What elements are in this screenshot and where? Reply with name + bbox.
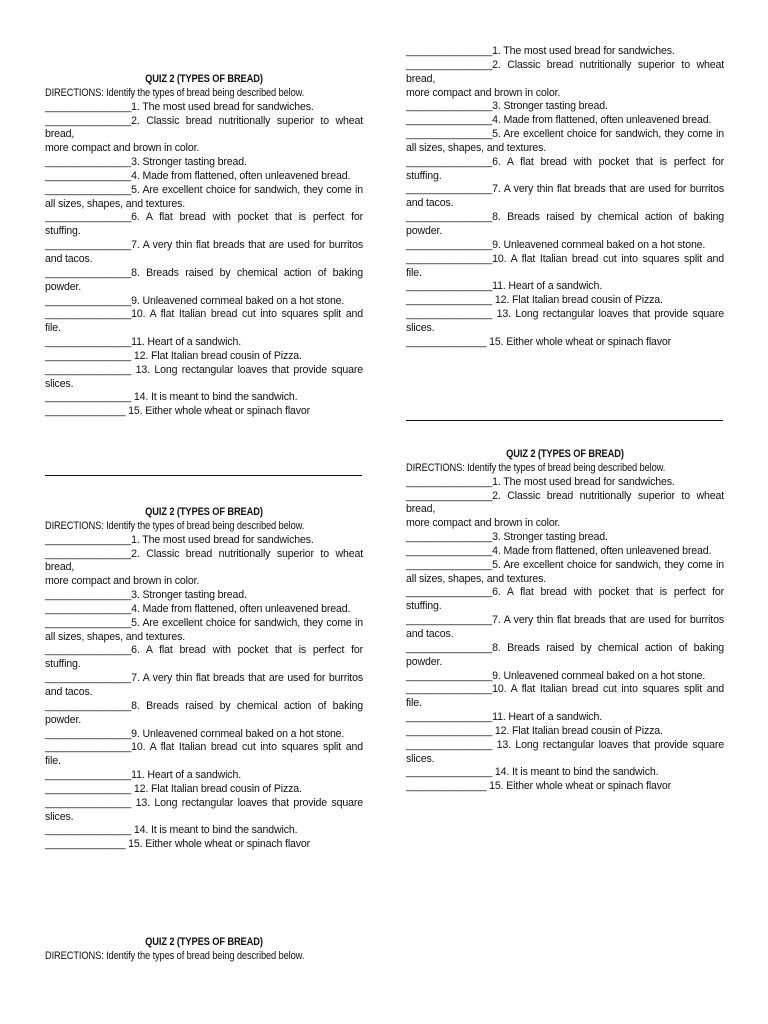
question-item — [45, 769, 363, 783]
question-text: 1. The most used bread for sandwiches. — [131, 533, 314, 546]
question-text: 8. Breads raised by chemical action of baking powder. — [45, 266, 363, 293]
question-text: 13. Long rectangular loaves that provide square slices. — [406, 738, 724, 765]
answer-blank[interactable]: _______________ — [45, 211, 132, 224]
question-item — [45, 295, 363, 309]
question-item — [406, 114, 724, 128]
question-item — [406, 586, 724, 614]
question-item — [406, 545, 724, 559]
question-item — [45, 239, 363, 267]
question-text: 7. A very thin flat breads that are used for burritos and tacos. — [406, 183, 724, 210]
question-text: 9. Unleavened cornmeal baked on a hot stone. — [131, 294, 345, 307]
question-item — [45, 700, 363, 728]
divider-line — [406, 420, 723, 421]
question-text: 15. Either whole wheat or spinach flavor — [125, 405, 311, 418]
answer-blank[interactable]: _______________ — [406, 308, 493, 321]
answer-blank[interactable]: _______________ — [406, 475, 493, 488]
question-item — [406, 183, 724, 211]
quiz-block-middle-right — [406, 448, 724, 794]
question-item — [406, 670, 724, 684]
question-item — [406, 711, 724, 725]
answer-blank[interactable]: _______________ — [45, 796, 132, 809]
question-item — [406, 517, 724, 531]
answer-blank[interactable]: _______________ — [406, 238, 493, 251]
answer-blank[interactable]: _______________ — [406, 558, 493, 571]
question-text: 11. Heart of a sandwich. — [131, 336, 241, 349]
answer-blank[interactable]: _______________ — [45, 169, 132, 182]
question-text: 12. Flat Italian bread cousin of Pizza. — [131, 782, 302, 795]
question-item — [45, 617, 363, 645]
question-list — [45, 534, 363, 852]
answer-blank[interactable]: _______________ — [406, 531, 493, 544]
answer-blank[interactable]: _______________ — [45, 308, 132, 321]
answer-blank[interactable]: _______________ — [45, 156, 132, 169]
quiz-block-top-left — [45, 73, 363, 419]
question-text: 14. It is meant to bind the sandwich. — [131, 391, 298, 404]
answer-blank[interactable]: _______________ — [406, 544, 493, 557]
question-item — [406, 128, 724, 156]
question-text: 8. Breads raised by chemical action of baking powder. — [406, 641, 724, 668]
question-item — [45, 184, 363, 212]
question-text: 10. A flat Italian bread cut into squares split and file. — [45, 741, 363, 768]
question-list — [406, 45, 724, 350]
question-text: 7. A very thin flat breads that are used for burritos and tacos. — [406, 614, 724, 640]
question-item — [406, 766, 724, 780]
answer-blank[interactable]: _______________ — [45, 349, 132, 362]
question-item — [45, 364, 363, 392]
answer-blank[interactable]: _______________ — [45, 824, 132, 837]
question-text: 1. The most used bread for sandwiches. — [492, 45, 675, 57]
question-item — [45, 391, 363, 405]
question-list — [406, 476, 724, 794]
question-item — [406, 683, 724, 711]
answer-blank[interactable]: _______________ — [45, 644, 132, 657]
question-text: 4. Made from flattened, often unleavened bread. — [131, 602, 351, 615]
question-text: 1. The most used bread for sandwiches. — [131, 100, 314, 113]
answer-blank[interactable]: _______________ — [406, 489, 493, 502]
question-item — [406, 45, 724, 59]
answer-blank[interactable]: _______________ — [45, 547, 132, 560]
answer-blank[interactable]: _______________ — [406, 738, 493, 751]
question-item — [406, 239, 724, 253]
answer-blank[interactable]: _______________ — [406, 294, 493, 307]
question-item — [406, 280, 724, 294]
answer-blank[interactable]: _______________ — [45, 336, 132, 349]
answer-blank[interactable]: _______________ — [45, 183, 132, 196]
question-text: 5. Are excellent choice for sandwich, they come in all sizes, shapes, and textures. — [406, 558, 724, 585]
question-text: 3. Stronger tasting bread. — [131, 156, 247, 169]
quiz-title: QUIZ 2 (TYPES OF BREAD) — [145, 73, 263, 85]
question-item — [45, 350, 363, 364]
question-item — [406, 294, 724, 308]
question-text: 6. A flat bread with pocket that is perfect for stuffing. — [45, 211, 363, 238]
question-text: 15. Either whole wheat or spinach flavor — [125, 838, 311, 851]
answer-blank[interactable]: _______________ — [45, 589, 132, 602]
question-text: 9. Unleavened cornmeal baked on a hot stone. — [131, 727, 345, 740]
answer-blank[interactable]: _______________ — [45, 100, 132, 113]
question-text: 2. Classic bread nutritionally superior to wheat bread, — [45, 547, 363, 574]
question-item — [45, 672, 363, 700]
question-text: 15. Either whole wheat or spinach flavor — [486, 780, 672, 793]
question-text: 2. Classic bread nutritionally superior to wheat bread, — [406, 489, 724, 516]
question-text: 14. It is meant to bind the sandwich. — [131, 824, 298, 837]
question-text: 11. Heart of a sandwich. — [131, 769, 241, 782]
answer-blank[interactable]: _______________ — [45, 239, 132, 252]
question-item — [406, 308, 724, 336]
answer-blank[interactable]: _______________ — [45, 363, 132, 376]
question-item — [45, 644, 363, 672]
question-text: 1. The most used bread for sandwiches. — [492, 475, 675, 488]
answer-blank[interactable]: _______________ — [406, 155, 493, 168]
divider-line — [45, 475, 362, 476]
answer-blank[interactable]: _______________ — [45, 699, 132, 712]
quiz-directions: DIRECTIONS: Identify the types of bread being described below. — [45, 519, 305, 532]
question-text: 8. Breads raised by chemical action of baking powder. — [406, 211, 724, 237]
quiz-title: QUIZ 2 (TYPES OF BREAD) — [145, 936, 263, 948]
answer-blank[interactable]: _______________ — [45, 533, 132, 546]
question-text: 4. Made from flattened, often unleavened bread. — [492, 114, 712, 127]
answer-blank[interactable]: _______________ — [406, 183, 493, 196]
question-text: 14. It is meant to bind the sandwich. — [492, 766, 659, 779]
answer-blank[interactable]: _______________ — [406, 766, 493, 779]
answer-blank[interactable]: _______________ — [406, 211, 493, 224]
answer-blank[interactable]: _______________ — [406, 58, 493, 71]
question-text: 2. Classic bread nutritionally superior to wheat bread, — [45, 114, 363, 141]
answer-blank[interactable]: _______________ — [45, 602, 132, 615]
answer-blank[interactable]: _______________ — [406, 100, 493, 113]
question-text: 13. Long rectangular loaves that provide square slices. — [45, 796, 363, 823]
question-text: 12. Flat Italian bread cousin of Pizza. — [492, 294, 663, 307]
question-item — [406, 336, 724, 350]
question-item — [406, 559, 724, 587]
question-text: 5. Are excellent choice for sandwich, they come in all sizes, shapes, and textures. — [45, 183, 363, 210]
question-item — [406, 642, 724, 670]
question-text: 12. Flat Italian bread cousin of Pizza. — [131, 349, 302, 362]
answer-blank[interactable]: ______________ — [406, 335, 487, 348]
answer-blank[interactable]: _______________ — [45, 769, 132, 782]
question-text: 5. Are excellent choice for sandwich, they come in all sizes, shapes, and textures. — [406, 128, 724, 154]
question-item — [406, 780, 724, 794]
answer-blank[interactable]: ______________ — [406, 780, 487, 793]
answer-blank[interactable]: _______________ — [45, 616, 132, 629]
answer-blank[interactable]: _______________ — [406, 586, 493, 599]
answer-blank[interactable]: _______________ — [45, 741, 132, 754]
question-item — [406, 87, 724, 101]
question-text: 9. Unleavened cornmeal baked on a hot stone. — [492, 669, 706, 682]
quiz-title: QUIZ 2 (TYPES OF BREAD) — [145, 506, 263, 518]
question-item — [45, 211, 363, 239]
question-text: 5. Are excellent choice for sandwich, they come in all sizes, shapes, and textures. — [45, 616, 363, 643]
answer-blank[interactable]: _______________ — [406, 724, 493, 737]
question-item — [45, 783, 363, 797]
question-item — [406, 531, 724, 545]
question-item — [45, 534, 363, 548]
question-item — [45, 115, 363, 143]
question-item — [45, 170, 363, 184]
answer-blank[interactable]: _______________ — [45, 727, 132, 740]
question-item — [45, 308, 363, 336]
quiz-directions: DIRECTIONS: Identify the types of bread being described below. — [45, 949, 305, 962]
question-item — [45, 156, 363, 170]
question-item — [406, 253, 724, 281]
answer-blank[interactable]: ______________ — [45, 838, 126, 851]
question-text: 3. Stronger tasting bread. — [492, 531, 608, 544]
answer-blank[interactable]: _______________ — [406, 669, 493, 682]
answer-blank[interactable]: _______________ — [45, 391, 132, 404]
question-text: 7. A very thin flat breads that are used for burritos and tacos. — [45, 239, 363, 265]
question-item — [45, 728, 363, 742]
question-item — [406, 156, 724, 184]
answer-blank[interactable]: ______________ — [45, 405, 126, 418]
question-item — [406, 614, 724, 642]
answer-blank[interactable]: _______________ — [406, 45, 493, 57]
question-text: 6. A flat bread with pocket that is perfect for stuffing. — [45, 644, 363, 671]
question-item — [45, 548, 363, 576]
question-item — [45, 267, 363, 295]
answer-blank[interactable]: _______________ — [45, 672, 132, 685]
quiz-block-middle-left — [45, 506, 363, 852]
question-text: 10. A flat Italian bread cut into squares split and file. — [406, 252, 724, 279]
question-item — [406, 59, 724, 87]
answer-blank[interactable]: _______________ — [406, 711, 493, 724]
question-text: 12. Flat Italian bread cousin of Pizza. — [492, 724, 663, 737]
question-item — [45, 824, 363, 838]
question-text: more compact and brown in color. — [406, 86, 561, 99]
question-text: 4. Made from flattened, often unleavened bread. — [131, 169, 351, 182]
question-text: 9. Unleavened cornmeal baked on a hot stone. — [492, 238, 706, 251]
question-item — [406, 211, 724, 239]
question-text: 3. Stronger tasting bread. — [131, 589, 247, 602]
question-text: 6. A flat bread with pocket that is perfect for stuffing. — [406, 586, 724, 613]
answer-blank[interactable]: _______________ — [45, 266, 132, 279]
question-text: 8. Breads raised by chemical action of baking powder. — [45, 699, 363, 726]
question-text: 4. Made from flattened, often unleavened bread. — [492, 544, 712, 557]
quiz-directions: DIRECTIONS: Identify the types of bread being described below. — [406, 461, 666, 474]
question-text: 13. Long rectangular loaves that provide square slices. — [45, 363, 363, 390]
answer-blank[interactable]: _______________ — [45, 294, 132, 307]
question-item — [45, 575, 363, 589]
question-text: 10. A flat Italian bread cut into squares split and file. — [45, 308, 363, 335]
answer-blank[interactable]: _______________ — [406, 280, 493, 293]
question-item — [406, 476, 724, 490]
question-item — [45, 336, 363, 350]
question-item — [406, 490, 724, 518]
quiz-title: QUIZ 2 (TYPES OF BREAD) — [506, 448, 624, 460]
question-list — [45, 101, 363, 419]
question-item — [406, 739, 724, 767]
question-item — [45, 405, 363, 419]
question-item — [45, 142, 363, 156]
question-text: 10. A flat Italian bread cut into squares split and file. — [406, 683, 724, 710]
answer-blank[interactable]: _______________ — [406, 683, 493, 696]
question-item — [406, 725, 724, 739]
question-text: more compact and brown in color. — [45, 575, 200, 588]
answer-blank[interactable]: _______________ — [406, 128, 493, 141]
question-item — [45, 589, 363, 603]
answer-blank[interactable]: _______________ — [406, 114, 493, 127]
question-text: 3. Stronger tasting bread. — [492, 100, 608, 113]
question-text: 2. Classic bread nutritionally superior to wheat bread, — [406, 58, 724, 85]
quiz-block-top-right — [406, 45, 724, 350]
question-item — [45, 838, 363, 852]
question-item — [45, 741, 363, 769]
quiz-directions: DIRECTIONS: Identify the types of bread being described below. — [45, 86, 305, 99]
question-text: 11. Heart of a sandwich. — [492, 280, 602, 293]
question-text: 6. A flat bread with pocket that is perfect for stuffing. — [406, 155, 724, 182]
question-item — [406, 100, 724, 114]
question-item — [45, 797, 363, 825]
quiz-block-bottom-left — [45, 936, 363, 964]
question-text: 7. A very thin flat breads that are used for burritos and tacos. — [45, 672, 363, 698]
answer-blank[interactable]: _______________ — [406, 252, 493, 265]
answer-blank[interactable]: _______________ — [406, 614, 493, 627]
answer-blank[interactable]: _______________ — [45, 114, 132, 127]
question-text: 15. Either whole wheat or spinach flavor — [486, 335, 672, 348]
question-item — [45, 603, 363, 617]
answer-blank[interactable]: _______________ — [45, 782, 132, 795]
question-text: more compact and brown in color. — [45, 142, 200, 155]
question-text: 11. Heart of a sandwich. — [492, 711, 602, 724]
question-text: more compact and brown in color. — [406, 517, 561, 530]
answer-blank[interactable]: _______________ — [406, 641, 493, 654]
question-item — [45, 101, 363, 115]
question-text: 13. Long rectangular loaves that provide square slices. — [406, 308, 724, 334]
